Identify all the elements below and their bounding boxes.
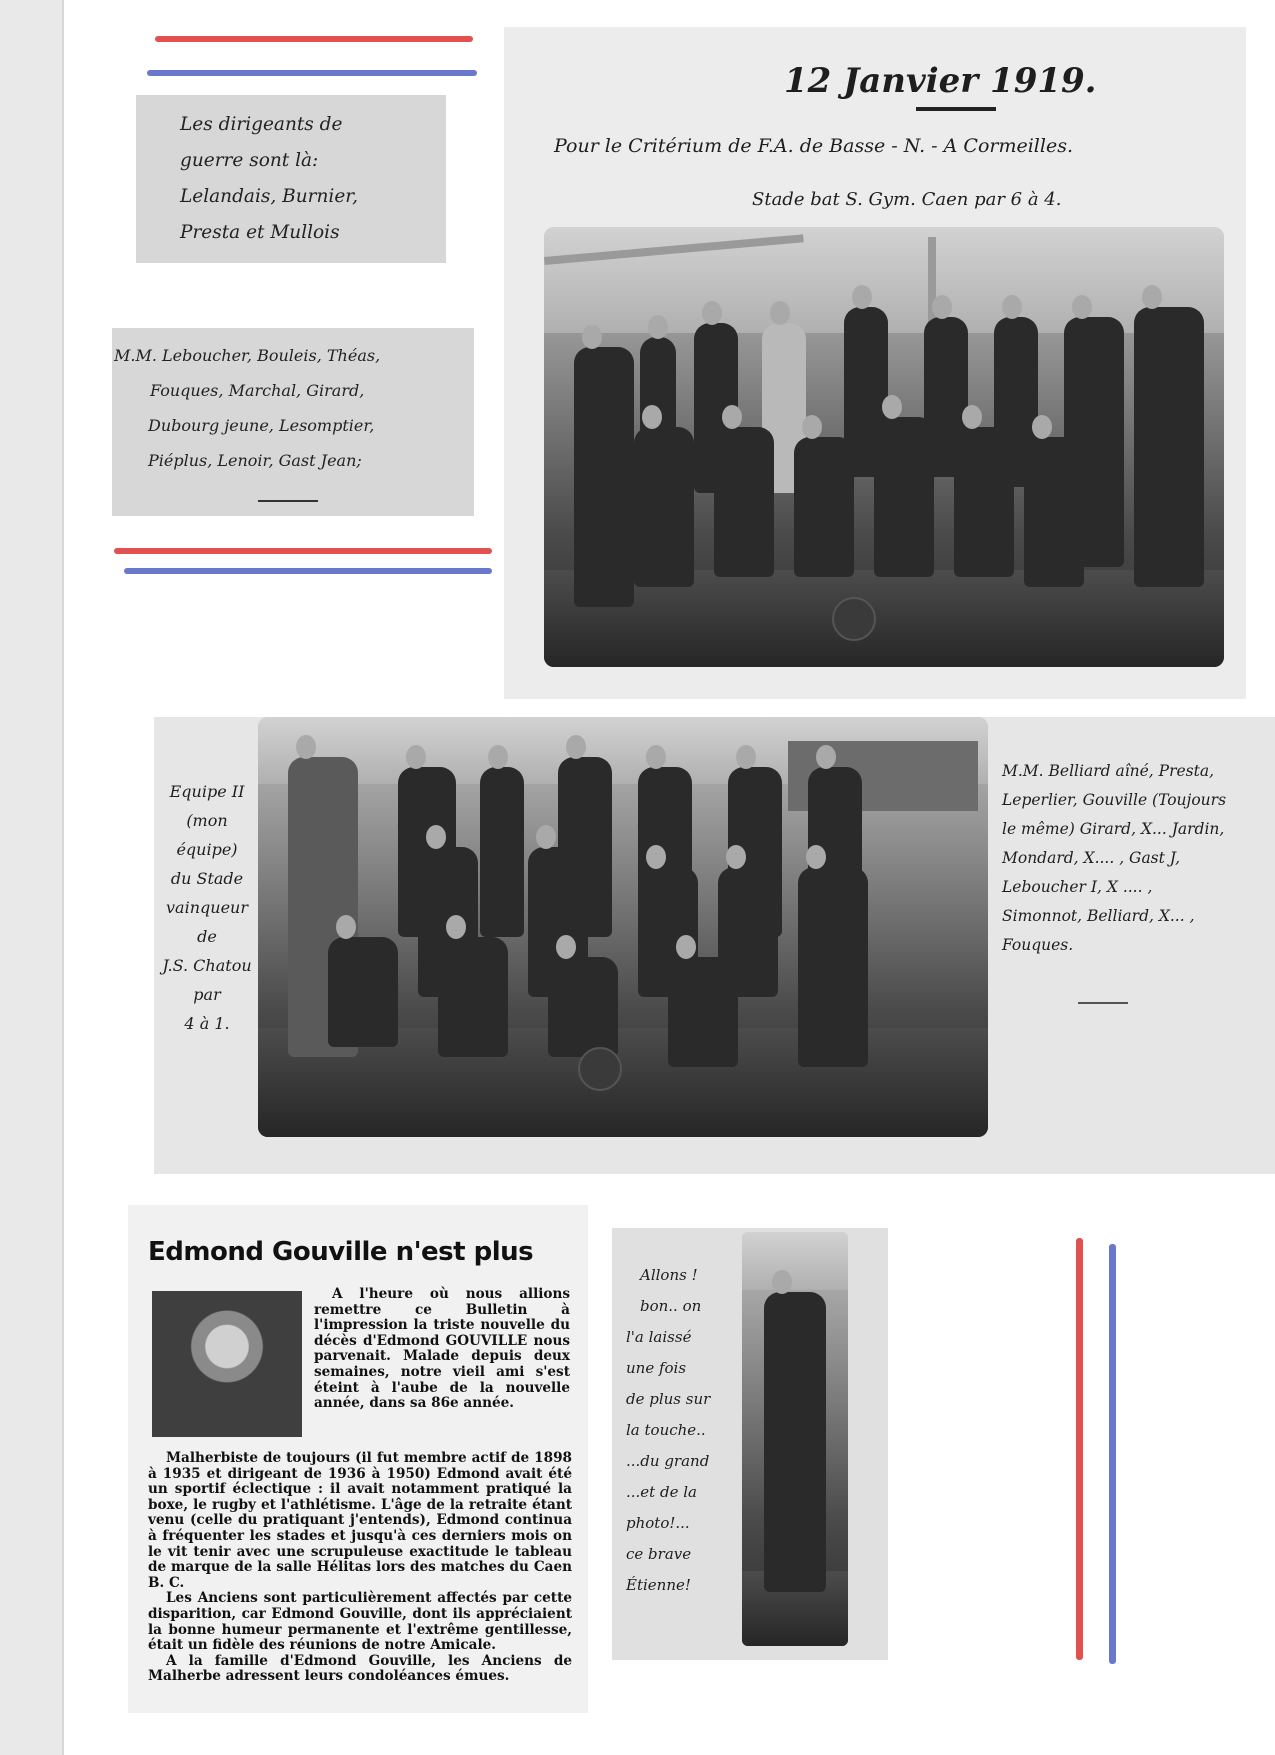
note-line: photo!... — [626, 1514, 690, 1532]
note-line: Les dirigeants de — [180, 114, 343, 135]
blue-stripe — [147, 70, 477, 76]
note-line: Allons ! — [640, 1266, 698, 1284]
etienne-card — [612, 1228, 888, 1660]
obituary-paragraph-3: Les Anciens sont particulièrement affectés par cette disparition, car Edmond Gouville, dont ils appréciaient la bonne humeur permanente et l'extrême gentillesse, était un fidèle des réunions de notre Amicale. — [148, 1590, 572, 1654]
note-line: ce brave — [626, 1545, 692, 1563]
red-vertical-stripe — [1076, 1238, 1083, 1660]
note-line: de plus sur — [626, 1390, 711, 1408]
note-line: bon.. on — [640, 1297, 702, 1315]
note-line: Leperlier, Gouville (Toujours — [1002, 791, 1227, 809]
players-note — [112, 328, 474, 516]
blue-stripe — [124, 568, 492, 574]
obituary-col-top — [314, 1287, 570, 1412]
paper-edge — [0, 0, 62, 1755]
blue-vertical-stripe — [1109, 1244, 1116, 1664]
equipe-line: J.S. Chatou — [162, 956, 252, 975]
portrait-photo — [152, 1291, 302, 1437]
equipe-line: du Stade — [170, 869, 244, 888]
team-photo-equipe-ii — [258, 717, 988, 1137]
note-line: Mondard, X.... , Gast J, — [1002, 849, 1181, 867]
red-stripe — [114, 548, 492, 554]
etienne-photo — [742, 1232, 848, 1646]
note-line: une fois — [626, 1359, 687, 1377]
note-line: ...et de la — [626, 1483, 697, 1501]
note-line: Fouques. — [1002, 936, 1074, 954]
note-line: Fouques, Marchal, Girard, — [150, 381, 365, 400]
divider — [1078, 1002, 1128, 1004]
note-line: ...du grand — [626, 1452, 710, 1470]
note-line: Lelandais, Burnier, — [180, 186, 358, 207]
obituary-paragraph-1: A l'heure où nous allions remettre ce Bulletin à l'impression la triste nouvelle du décès d'Edmond GOUVILLE nous parvenait. Malade depuis deux semaines, notre vieil ami s'est éteint à l'aube de la nouvelle année, dans sa 86e année. — [314, 1286, 570, 1412]
note-line: Étienne! — [626, 1576, 691, 1594]
leaders-note — [136, 95, 446, 263]
equipe-panel — [154, 717, 1275, 1174]
team-photo-1919 — [544, 227, 1224, 667]
equipe-line: par — [193, 985, 221, 1004]
match-caption-line1: Pour le Critérium de F.A. de Basse - N. - A Cormeilles. — [554, 135, 1073, 157]
obituary-clipping — [128, 1205, 588, 1713]
note-line: Simonnot, Belliard, X... , — [1002, 907, 1195, 925]
match-panel — [504, 27, 1246, 699]
note-line: guerre sont là: — [180, 150, 319, 171]
equipe-line: vainqueur — [166, 898, 248, 917]
obituary-col-bottom — [148, 1451, 572, 1685]
note-line: l'a laissé — [626, 1328, 692, 1346]
note-line: Piéplus, Lenoir, Gast Jean; — [148, 451, 362, 470]
note-line: Dubourg jeune, Lesomptier, — [148, 416, 375, 435]
equipe-line: Equipe II — [169, 782, 245, 801]
etienne-note — [626, 1260, 710, 1601]
note-line: le même) Girard, X... Jardin, — [1002, 820, 1225, 838]
obituary-title: Edmond Gouville n'est plus — [148, 1237, 534, 1267]
equipe-line: de — [197, 927, 217, 946]
divider — [258, 500, 318, 502]
players-note-2 — [1002, 757, 1226, 960]
note-line: M.M. Belliard aîné, Presta, — [1002, 762, 1215, 780]
obituary-paragraph-2: Malherbiste de toujours (il fut membre actif de 1898 à 1935 et dirigeant de 1936 à 1950) Edmond avait été un sportif éclectique : il avait notamment pratiqué la boxe, le rugby et l'athlétisme. L'âge de la retraite étant venu (celle du pratiquant j'entends), Edmond continua à fréquenter les stades et jusqu'à ces derniers mois on le vit tenir avec une scrupuleuse exactitude le tableau de marque de la salle Hélitas lors des matches du Caen B. C. — [148, 1450, 572, 1591]
equipe-line: (mon équipe) — [176, 811, 238, 859]
paper-edge-shadow — [62, 0, 64, 1755]
obituary-paragraph-4: A la famille d'Edmond Gouville, les Anciens de Malherbe adressent leurs condoléances émues. — [148, 1652, 572, 1685]
equipe-note — [162, 777, 252, 1038]
match-date: 12 Janvier 1919. — [784, 61, 1097, 101]
note-line: la touche.. — [626, 1421, 706, 1439]
note-line: M.M. Leboucher, Bouleis, Théas, — [114, 346, 381, 365]
equipe-line: 4 à 1. — [184, 1014, 230, 1033]
match-caption-line2: Stade bat S. Gym. Caen par 6 à 4. — [752, 189, 1062, 210]
red-stripe — [155, 36, 473, 42]
note-line: Leboucher I, X .... , — [1002, 878, 1153, 896]
note-line: Presta et Mullois — [180, 222, 340, 243]
date-underline — [916, 107, 996, 111]
